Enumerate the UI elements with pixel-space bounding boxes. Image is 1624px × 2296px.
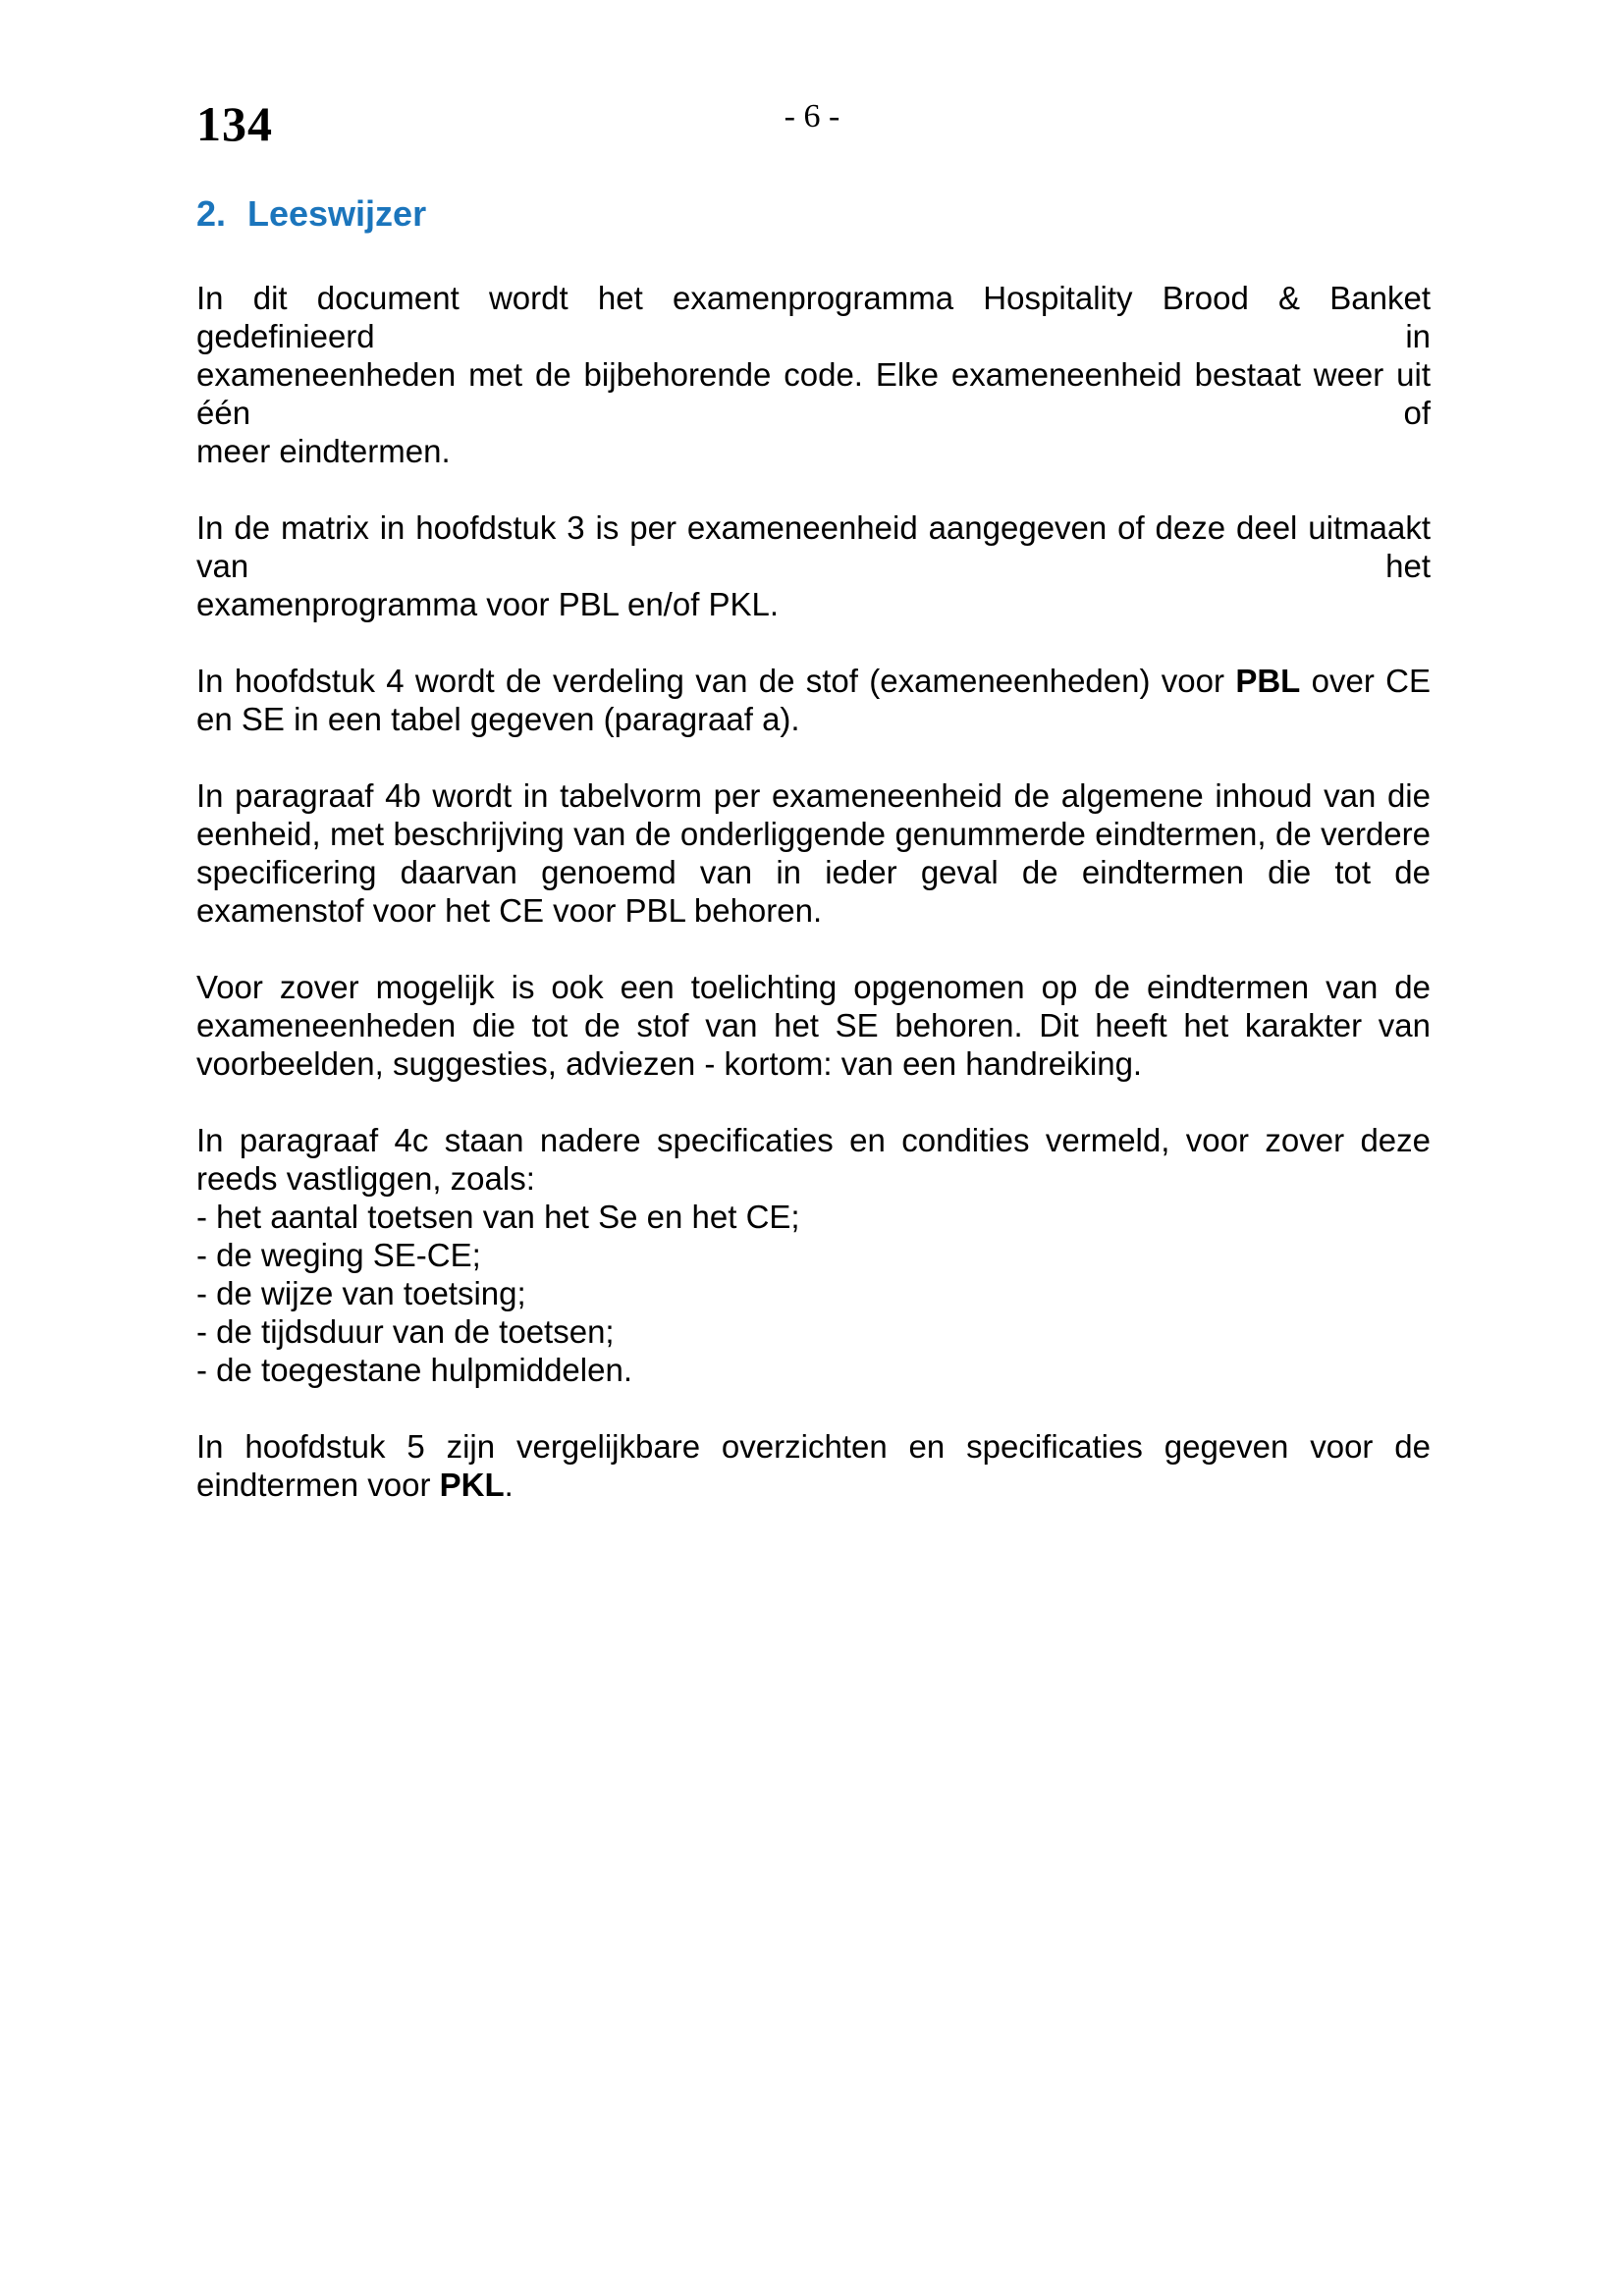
text-segment: specificering daarvan genoemd van in ieder geval de eindtermen die tot de [196,854,1431,890]
paragraph-line [196,508,1431,585]
text-segment: en SE in een tabel gegeven (paragraaf a). [196,701,800,737]
paragraph [196,1121,1431,1389]
paragraph-line [196,1312,1431,1351]
paragraph [196,1427,1431,1504]
paragraph [196,776,1431,930]
text-segment: - de tijdsduur van de toetsen; [196,1313,615,1350]
text-segment: eindtermen voor [196,1467,440,1503]
document-corner-number: 134 [196,96,273,151]
paragraph-line [196,1159,1431,1198]
text-segment: Voor zover mogelijk is ook een toelichting opgenomen op de eindtermen van de [196,969,1431,1005]
paragraph-line [196,1466,1431,1504]
paragraph-line [196,1006,1431,1044]
text-segment: - de weging SE-CE; [196,1237,481,1273]
paragraph-line [196,1236,1431,1274]
paragraph [196,508,1431,623]
paragraph-line [196,1351,1431,1389]
paragraph-line [196,432,1431,470]
paragraph-line [196,853,1431,891]
text-segment: over CE [1300,663,1432,699]
text-segment: In paragraaf 4b wordt in tabelvorm per exameneenheid de algemene inhoud van die [196,777,1431,814]
paragraph-line [196,279,1431,355]
paragraph [196,968,1431,1083]
paragraph-line [196,1198,1431,1236]
paragraph [196,279,1431,470]
text-segment: In de matrix in hoofdstuk 3 is per exameneenheid aangegeven of deze deel uitmaakt van het [196,509,1431,584]
paragraph-line [196,968,1431,1006]
text-segment: examenstof voor het CE voor PBL behoren. [196,892,823,929]
text-segment: In dit document wordt het examenprogramma Hospitality Brood & Banket gedefinieerd in [196,280,1431,354]
paragraph-line [196,1044,1431,1083]
text-segment: - de toegestane hulpmiddelen. [196,1352,632,1388]
text-segment: voorbeelden, suggesties, adviezen - kortom: van een handreiking. [196,1045,1143,1082]
text-segment: eenheid, met beschrijving van de onderliggende genummerde eindtermen, de verdere [196,816,1431,852]
text-segment: exameneenheden die tot de stof van het SE behoren. Dit heeft het karakter van [196,1007,1431,1043]
paragraph-line [196,776,1431,815]
text-segment: . [504,1467,514,1503]
paragraph-line [196,585,1431,623]
text-segment: exameneenheden met de bijbehorende code. Elke exameneenheid bestaat weer uit één of [196,356,1431,431]
section-heading [196,193,426,234]
text-segment: - het aantal toetsen van het Se en het CE; [196,1199,800,1235]
paragraph-line [196,700,1431,738]
paragraph-line [196,355,1431,432]
text-segment: In paragraaf 4c staan nadere specificaties en condities vermeld, voor zover deze [196,1122,1431,1158]
paragraph [196,662,1431,738]
text-segment: reeds vastliggen, zoals: [196,1160,535,1197]
text-segment: In hoofdstuk 5 zijn vergelijkbare overzichten en specificaties gegeven voor de [196,1428,1431,1465]
text-segment: examenprogramma voor PBL en/of PKL. [196,586,780,622]
paragraph-line [196,891,1431,930]
text-segment: In hoofdstuk 4 wordt de verdeling van de stof (exameneenheden) voor [196,663,1236,699]
paragraph-line [196,815,1431,853]
section-heading-number: 2. [196,193,227,234]
text-segment: - de wijze van toetsing; [196,1275,526,1311]
section-heading-title: Leeswijzer [247,193,427,234]
text-segment: meer eindtermen. [196,433,451,469]
bold-text: PBL [1235,663,1301,699]
paragraph-line [196,1274,1431,1312]
paragraph-line [196,1427,1431,1466]
body-paragraphs [196,279,1431,1542]
bold-text: PKL [439,1467,505,1503]
paragraph-line [196,662,1431,700]
page-number: - 6 - [784,98,840,134]
paragraph-line [196,1121,1431,1159]
